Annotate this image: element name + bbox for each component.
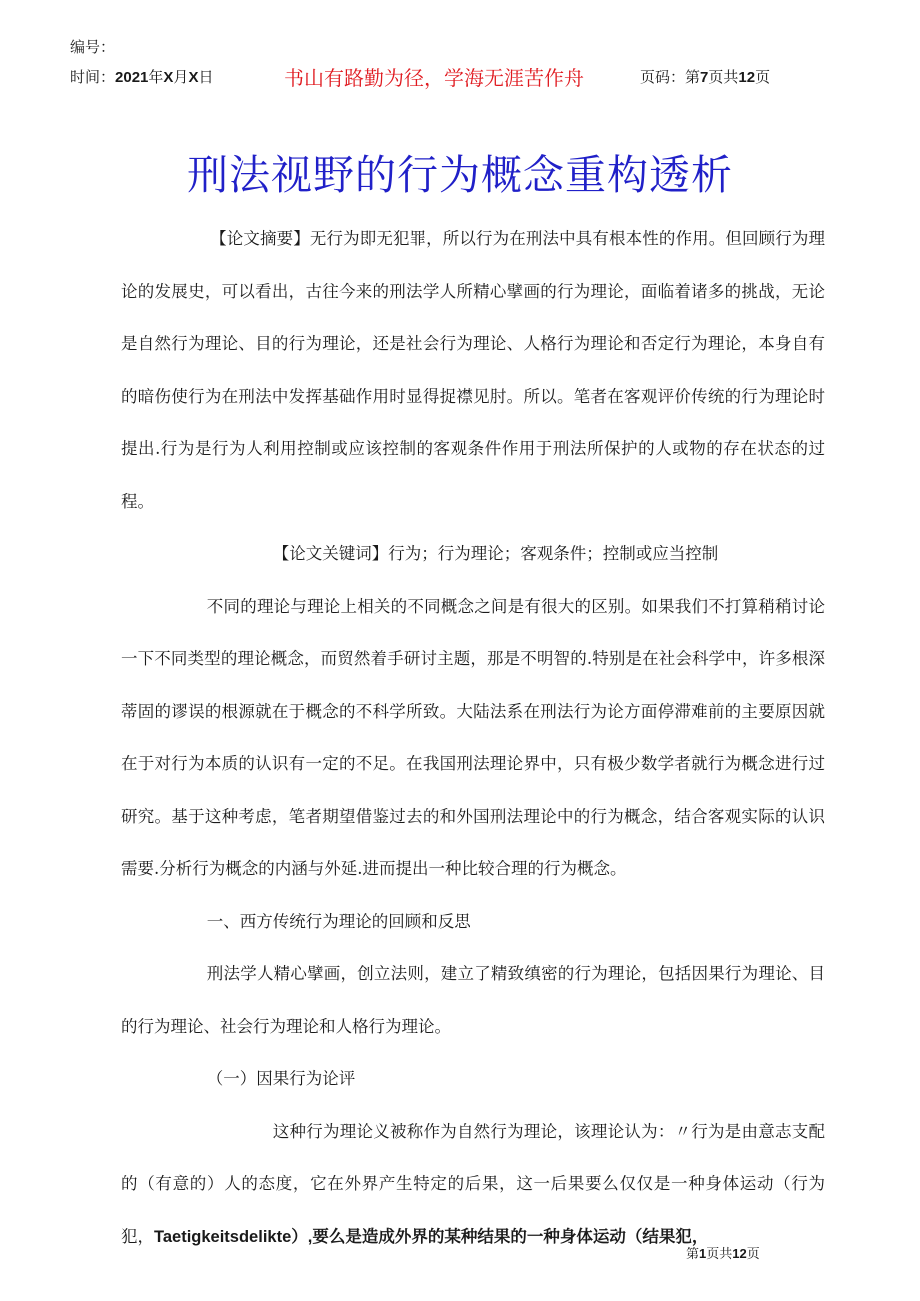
header-motto: 书山有路勤为径，学海无涯苦作舟 [284,66,584,90]
day-unit: 日 [198,68,214,86]
page-label: 页码：第 [640,68,701,86]
document-title: 刑法视野的行为概念重构透析 [187,151,733,199]
day-value: X [188,69,199,86]
time-label: 时间： [70,68,116,86]
causal-theory-paragraph [121,1106,825,1264]
document-body [121,213,825,1263]
page-end: 页 [755,68,771,86]
footer-total: 12 [732,1246,747,1261]
page-number: 7 [700,69,709,86]
page-footer [686,1243,760,1262]
section-heading: 一、西方传统行为理论的回顾和反思 [206,911,471,931]
header-date [70,66,213,87]
month-value: X [163,69,174,86]
page-total: 12 [738,69,756,86]
german-term: Taetigkeitsdelikte [154,1227,292,1246]
month-unit: 月 [173,68,189,86]
keywords-paragraph: 【论文关键词】行为；行为理论；客观条件；控制或应当控制 [272,544,719,563]
causal-text-a: 这种行为理论义被称作为自然行为理论，该理论认为：〃行为是由意志支配的（有意的）人的态度，它在外界产生特定的后果，这一后果要么仅仅是一种身体运动（行为犯， [121,1121,825,1246]
year-value: 2021 [115,69,149,86]
section-paragraph: 刑法学人精心擘画，创立法则，建立了精致缜密的行为理论，包括因果行为理论、目的行为理论、社会行为理论和人格行为理论。 [121,964,825,1036]
year-unit: 年 [148,68,164,86]
header-page-info [640,66,770,87]
header-bar [70,62,850,92]
page-mid: 页共 [708,68,739,86]
subsection-heading: （一）因果行为论评 [206,1069,356,1088]
intro-paragraph: 不同的理论与理论上相关的不同概念之间是有很大的区别。如果我们不打算稍稍讨论一下不同类型的理论概念，而贸然着手研讨主题，那是不明智的.特别是在社会科学中，许多根深蒂固的谬误的根源就在于概念的不科学所致。大陆法系在刑法行为论方面停滞难前的主要原因就在于对行为本质的认识有一定的不足。在我国刑法理论界中，只有极少数学者就行为概念进行过研究。基于这种考虑，笔者期望借鉴过去的和外国刑法理论中的行为概念，结合客观实际的认识需要.分析行为概念的内涵与外延.进而提出一种比较合理的行为概念。 [121,596,825,878]
footer-page: 1 [699,1246,707,1261]
footer-mid: 页共 [706,1247,733,1262]
footer-prefix: 第 [686,1247,700,1262]
causal-text-b: ）,要么是造成外界的某种结果的一种身体运动（结果犯， [291,1227,709,1246]
serial-number-label: 编号： [70,38,116,56]
abstract-paragraph: 【论文摘要】无行为即无犯罪，所以行为在刑法中具有根本性的作用。但回顾行为理论的发展史，可以看出，古往今来的刑法学人所精心擘画的行为理论，面临着诸多的挑战，无论是自然行为理论、目的行为理论，还是社会行为理论、人格行为理论和否定行为理论，本身自有的暗伤使行为在刑法中发挥基础作用时显得捉襟见肘。所以。笔者在客观评价传统的行为理论时提出.行为是行为人利用控制或应该控制的客观条件作用于刑法所保护的人或物的存在状态的过程。 [121,229,825,511]
footer-suffix: 页 [746,1247,760,1262]
